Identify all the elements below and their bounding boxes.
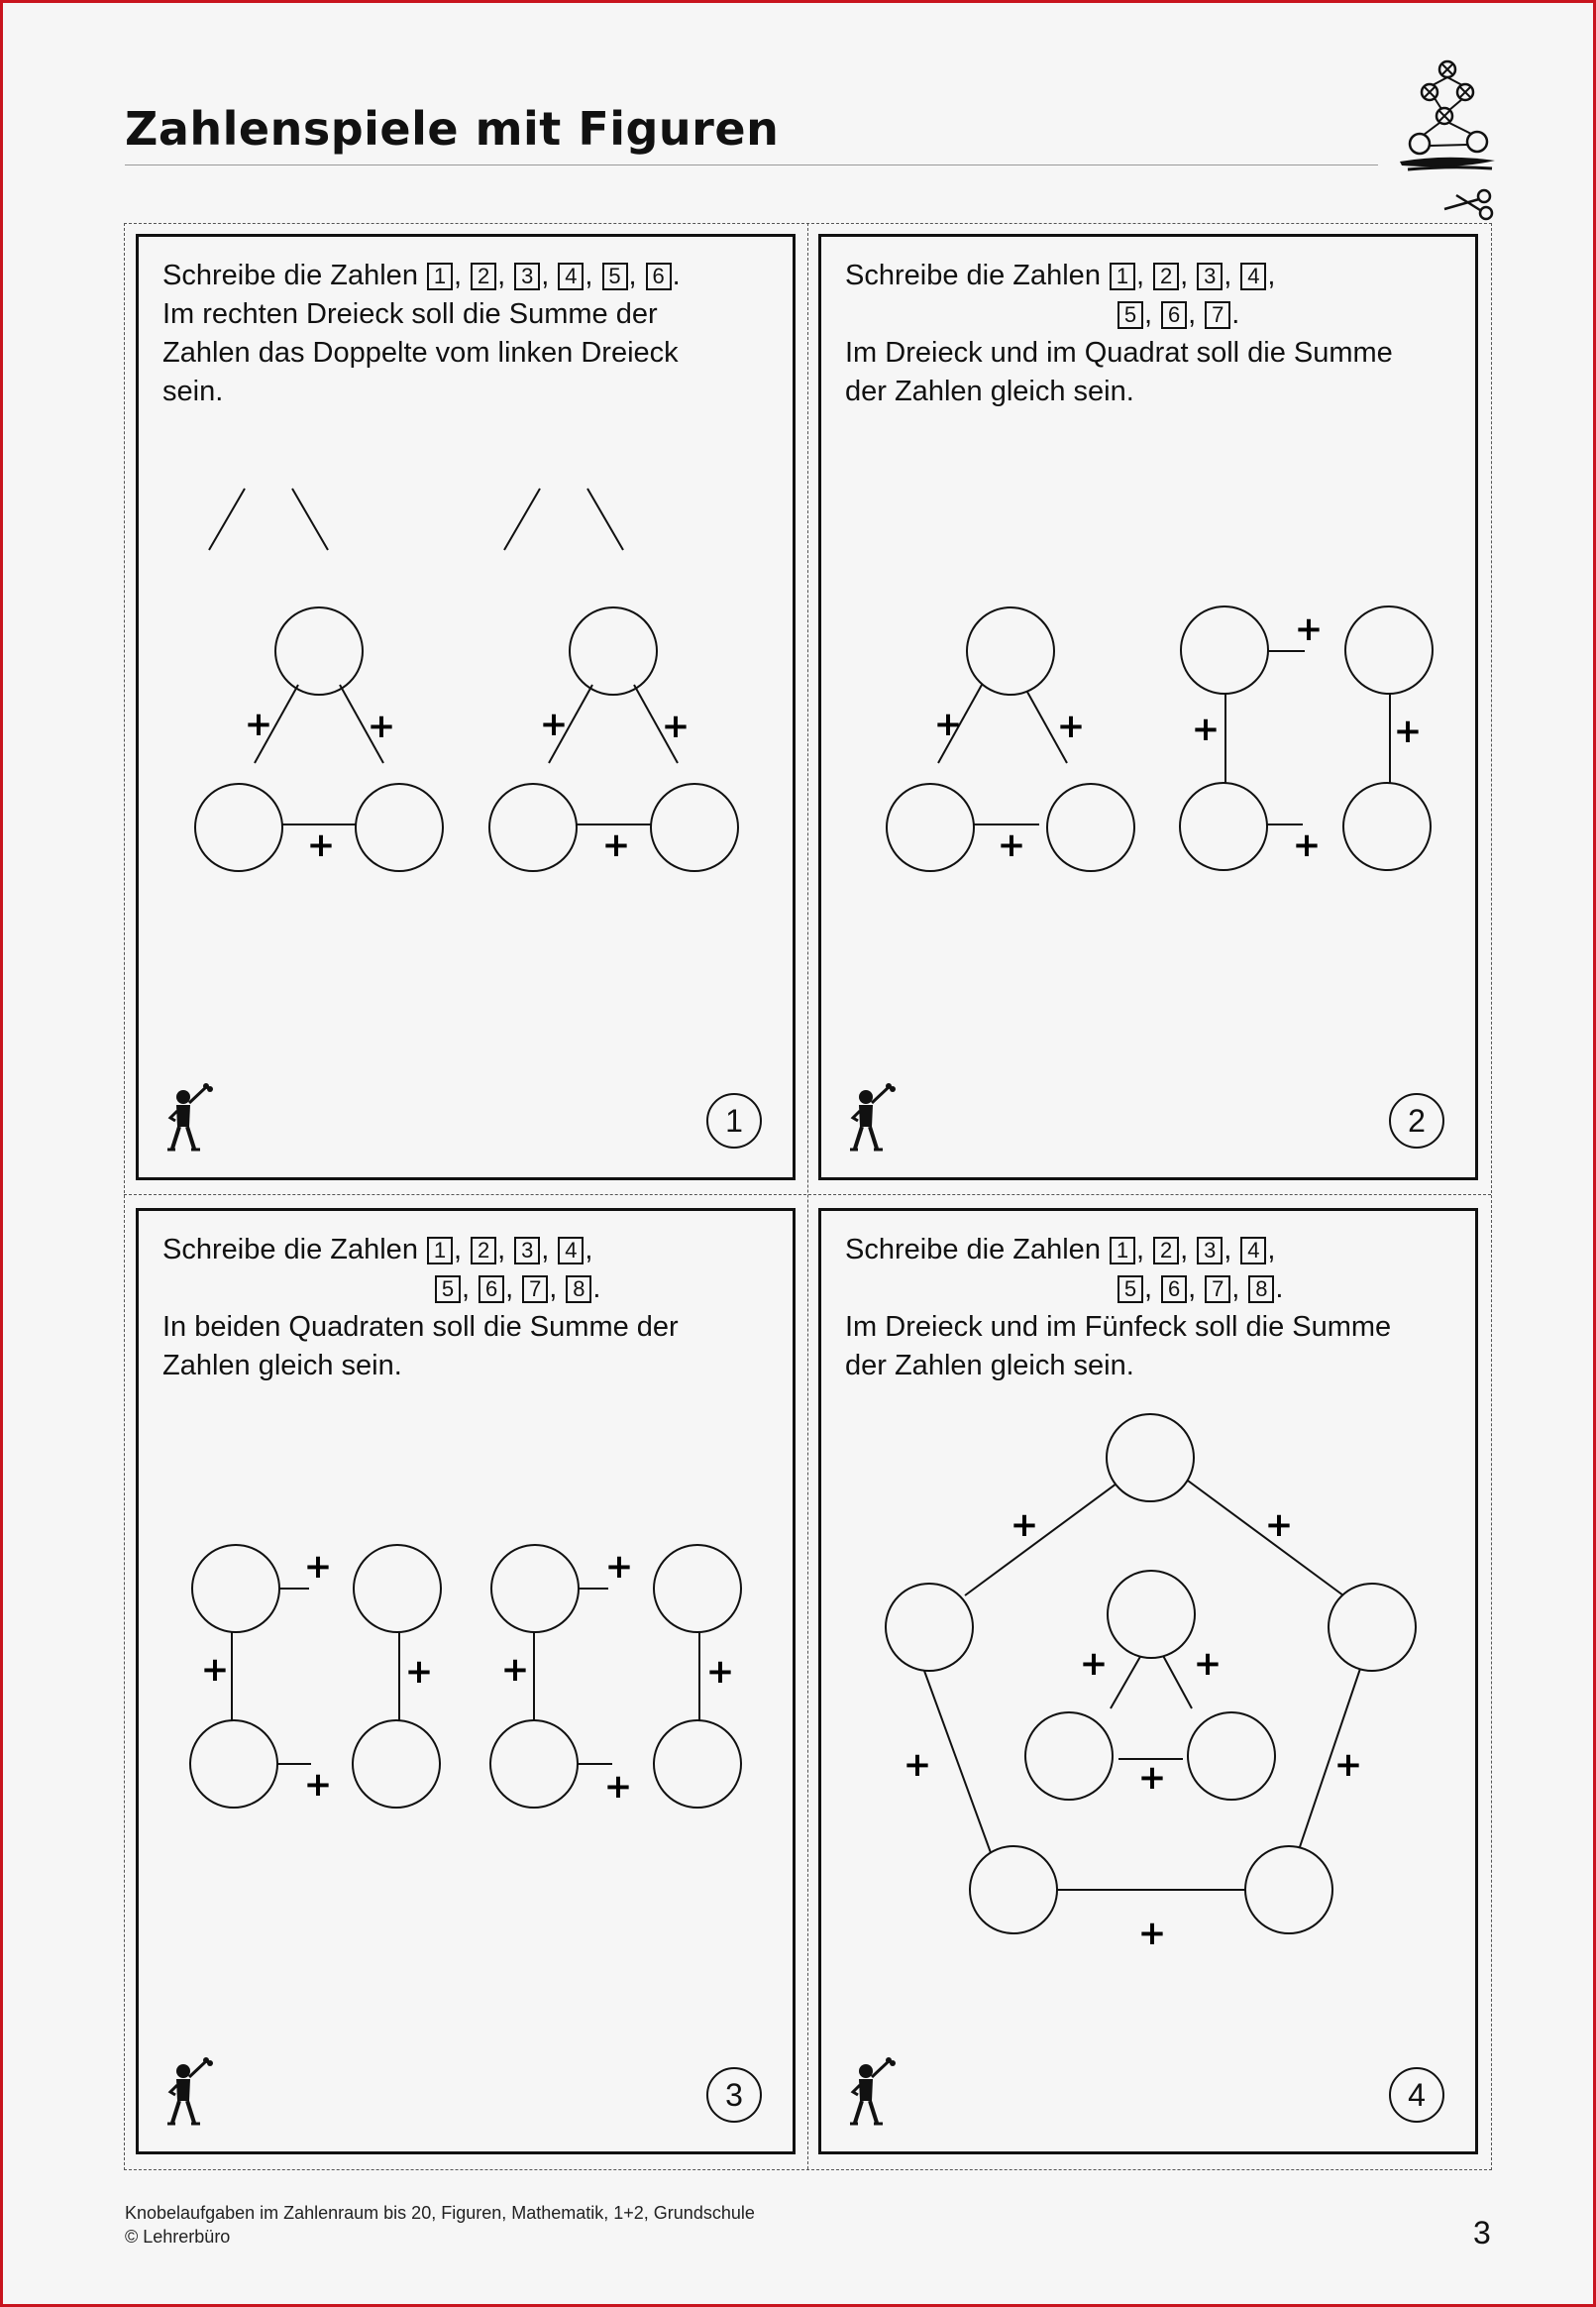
separator: , (497, 1234, 514, 1265)
number-box: 5 (602, 263, 628, 290)
plus-sign: + (705, 1652, 735, 1692)
number-box: 3 (1197, 1237, 1223, 1264)
number-box: 2 (471, 263, 496, 290)
instruction-text: Zahlen das Doppelte vom linken Dreieck (162, 337, 679, 369)
number-slot-circle[interactable] (490, 1720, 578, 1808)
number-box: 6 (479, 1275, 504, 1303)
number-slot-circle[interactable] (195, 784, 282, 871)
number-box: 1 (1110, 1237, 1135, 1264)
separator: , (1136, 260, 1153, 291)
weightlifter-mascot-icon (845, 1083, 897, 1153)
number-box: 7 (522, 1275, 548, 1303)
number-slot-circle[interactable] (1107, 1414, 1194, 1501)
plus-sign: + (367, 707, 396, 746)
page-title: Zahlenspiele mit Figuren (125, 102, 780, 156)
number-box: 1 (427, 263, 453, 290)
number-box: 2 (1153, 263, 1179, 290)
separator: . (592, 1272, 601, 1304)
number-slot-circle[interactable] (353, 1720, 440, 1808)
number-slot-circle[interactable] (654, 1545, 741, 1632)
task-card-4 (818, 1208, 1478, 2154)
card-number-badge: 1 (706, 1093, 762, 1149)
number-box: 3 (1197, 263, 1223, 290)
plus-sign: + (1292, 825, 1322, 865)
separator: , (1267, 260, 1276, 291)
separator: , (454, 260, 471, 291)
figure-two-triangles (139, 237, 793, 1178)
plus-sign: + (1010, 1505, 1039, 1545)
instruction-text: der Zahlen gleich sein. (845, 376, 1134, 407)
task-card-1 (136, 234, 796, 1180)
number-slot-circle[interactable] (491, 1545, 579, 1632)
instruction-text: Im rechten Dreieck soll die Summe der (162, 298, 658, 330)
number-box: 4 (1240, 1237, 1266, 1264)
plus-sign: + (1264, 1505, 1294, 1545)
number-box: 3 (514, 1237, 540, 1264)
separator: , (541, 260, 558, 291)
number-slot-circle[interactable] (356, 784, 443, 871)
number-slot-circle[interactable] (654, 1720, 741, 1808)
plus-sign: + (1137, 1758, 1167, 1798)
number-slot-circle[interactable] (192, 1545, 279, 1632)
figure-triangle-and-square (821, 237, 1475, 1178)
plus-sign: + (1333, 1745, 1363, 1785)
instruction-text: Im Dreieck und im Quadrat soll die Summe (845, 337, 1393, 369)
instruction-text: Im Dreieck und im Fünfeck soll die Summe (845, 1311, 1392, 1343)
number-box: 5 (1117, 301, 1143, 329)
separator: , (1180, 1234, 1197, 1265)
separator: , (1224, 260, 1240, 291)
cut-line-vertical (807, 223, 808, 2169)
number-box: 5 (1117, 1275, 1143, 1303)
figure-two-squares (139, 1211, 793, 2152)
number-box: 5 (435, 1275, 461, 1303)
number-box: 7 (1205, 1275, 1230, 1303)
plus-sign: + (404, 1652, 434, 1692)
card-number-badge: 4 (1389, 2067, 1444, 2123)
weightlifter-mascot-icon (162, 1083, 214, 1153)
number-slot-circle[interactable] (967, 607, 1054, 695)
separator: . (672, 260, 681, 291)
plus-sign: + (601, 825, 631, 865)
number-box: 6 (1161, 1275, 1187, 1303)
card-number-badge: 3 (706, 2067, 762, 2123)
number-slot-circle[interactable] (886, 1584, 973, 1671)
number-slot-circle[interactable] (1345, 606, 1433, 694)
separator: , (541, 1234, 558, 1265)
number-slot-circle[interactable] (1245, 1846, 1332, 1933)
instruction-text: Zahlen gleich sein. (162, 1350, 402, 1381)
plus-sign: + (1056, 707, 1086, 746)
instruction-text: In beiden Quadraten soll die Summe der (162, 1311, 679, 1343)
number-slot-circle[interactable] (1180, 783, 1267, 870)
triangle-circles-logo-icon (1398, 55, 1497, 178)
number-slot-circle[interactable] (1181, 606, 1268, 694)
number-slot-circle[interactable] (887, 784, 974, 871)
plus-sign: + (603, 1767, 633, 1807)
separator: , (1144, 298, 1161, 330)
plus-sign: + (306, 825, 336, 865)
plus-sign: + (997, 825, 1026, 865)
cut-line-horizontal (124, 1194, 1491, 1195)
number-box: 4 (558, 1237, 584, 1264)
page-number: 3 (1473, 2215, 1491, 2251)
weightlifter-mascot-icon (162, 2057, 214, 2127)
separator: , (454, 1234, 471, 1265)
number-box: 3 (514, 263, 540, 290)
number-box: 8 (566, 1275, 591, 1303)
number-slot-circle[interactable] (1329, 1584, 1416, 1671)
number-slot-circle[interactable] (570, 607, 657, 695)
number-slot-circle[interactable] (1188, 1712, 1275, 1800)
separator: , (505, 1272, 522, 1304)
number-slot-circle[interactable] (970, 1846, 1057, 1933)
number-slot-circle[interactable] (651, 784, 738, 871)
number-slot-circle[interactable] (1047, 784, 1134, 871)
plus-sign: + (903, 1745, 932, 1785)
separator: , (1180, 260, 1197, 291)
separator: , (1224, 1234, 1240, 1265)
plus-sign: + (1191, 710, 1221, 749)
instruction-text: der Zahlen gleich sein. (845, 1350, 1134, 1381)
figure-triangle-in-pentagon (821, 1211, 1475, 2152)
plus-sign: + (1137, 1914, 1167, 1953)
number-slot-circle[interactable] (354, 1545, 441, 1632)
separator: , (1144, 1272, 1161, 1304)
plus-sign: + (661, 707, 691, 746)
plus-sign: + (500, 1650, 530, 1690)
footer-source: Knobelaufgaben im Zahlenraum bis 20, Figuren, Mathematik, 1+2, Grundschule (125, 2203, 755, 2223)
separator: , (1231, 1272, 1248, 1304)
plus-sign: + (1079, 1644, 1109, 1684)
separator: , (497, 260, 514, 291)
page-footer (125, 2201, 755, 2249)
number-box: 1 (427, 1237, 453, 1264)
number-box: 6 (646, 263, 672, 290)
number-slot-circle[interactable] (275, 607, 363, 695)
number-box: 4 (1240, 263, 1266, 290)
number-box: 8 (1248, 1275, 1274, 1303)
number-box: 2 (1153, 1237, 1179, 1264)
instruction-text: Schreibe die Zahlen (162, 1234, 426, 1265)
plus-sign: + (1393, 712, 1423, 751)
separator: , (1136, 1234, 1153, 1265)
number-box: 4 (558, 263, 584, 290)
plus-sign: + (244, 705, 273, 744)
scissors-icon (1442, 187, 1496, 221)
instruction-text: sein. (162, 376, 224, 407)
task-card-3 (136, 1208, 796, 2154)
separator: , (1267, 1234, 1276, 1265)
number-slot-circle[interactable] (489, 784, 577, 871)
separator: , (1188, 1272, 1205, 1304)
plus-sign: + (539, 705, 569, 744)
plus-sign: + (303, 1765, 333, 1805)
separator: , (462, 1272, 479, 1304)
plus-sign: + (303, 1547, 333, 1587)
plus-sign: + (200, 1650, 230, 1690)
number-box: 1 (1110, 263, 1135, 290)
footer-copyright: © Lehrerbüro (125, 2227, 231, 2247)
number-slot-circle[interactable] (1025, 1712, 1113, 1800)
number-box: 6 (1161, 301, 1187, 329)
number-slot-circle[interactable] (1108, 1571, 1195, 1658)
task-card-2 (818, 234, 1478, 1180)
number-slot-circle[interactable] (1343, 783, 1431, 870)
plus-sign: + (1294, 609, 1324, 649)
plus-sign: + (604, 1547, 634, 1587)
separator: . (1231, 298, 1240, 330)
number-box: 2 (471, 1237, 496, 1264)
instruction-text: Schreibe die Zahlen (845, 260, 1109, 291)
separator: , (628, 260, 645, 291)
plus-sign: + (1193, 1644, 1223, 1684)
number-slot-circle[interactable] (190, 1720, 277, 1808)
card-number-badge: 2 (1389, 1093, 1444, 1149)
separator: , (549, 1272, 566, 1304)
separator: . (1275, 1272, 1284, 1304)
plus-sign: + (933, 705, 963, 744)
separator: , (585, 1234, 593, 1265)
instruction-text: Schreibe die Zahlen (845, 1234, 1109, 1265)
separator: , (1188, 298, 1205, 330)
instruction-text: Schreibe die Zahlen (162, 260, 426, 291)
separator: , (585, 260, 601, 291)
weightlifter-mascot-icon (845, 2057, 897, 2127)
number-box: 7 (1205, 301, 1230, 329)
